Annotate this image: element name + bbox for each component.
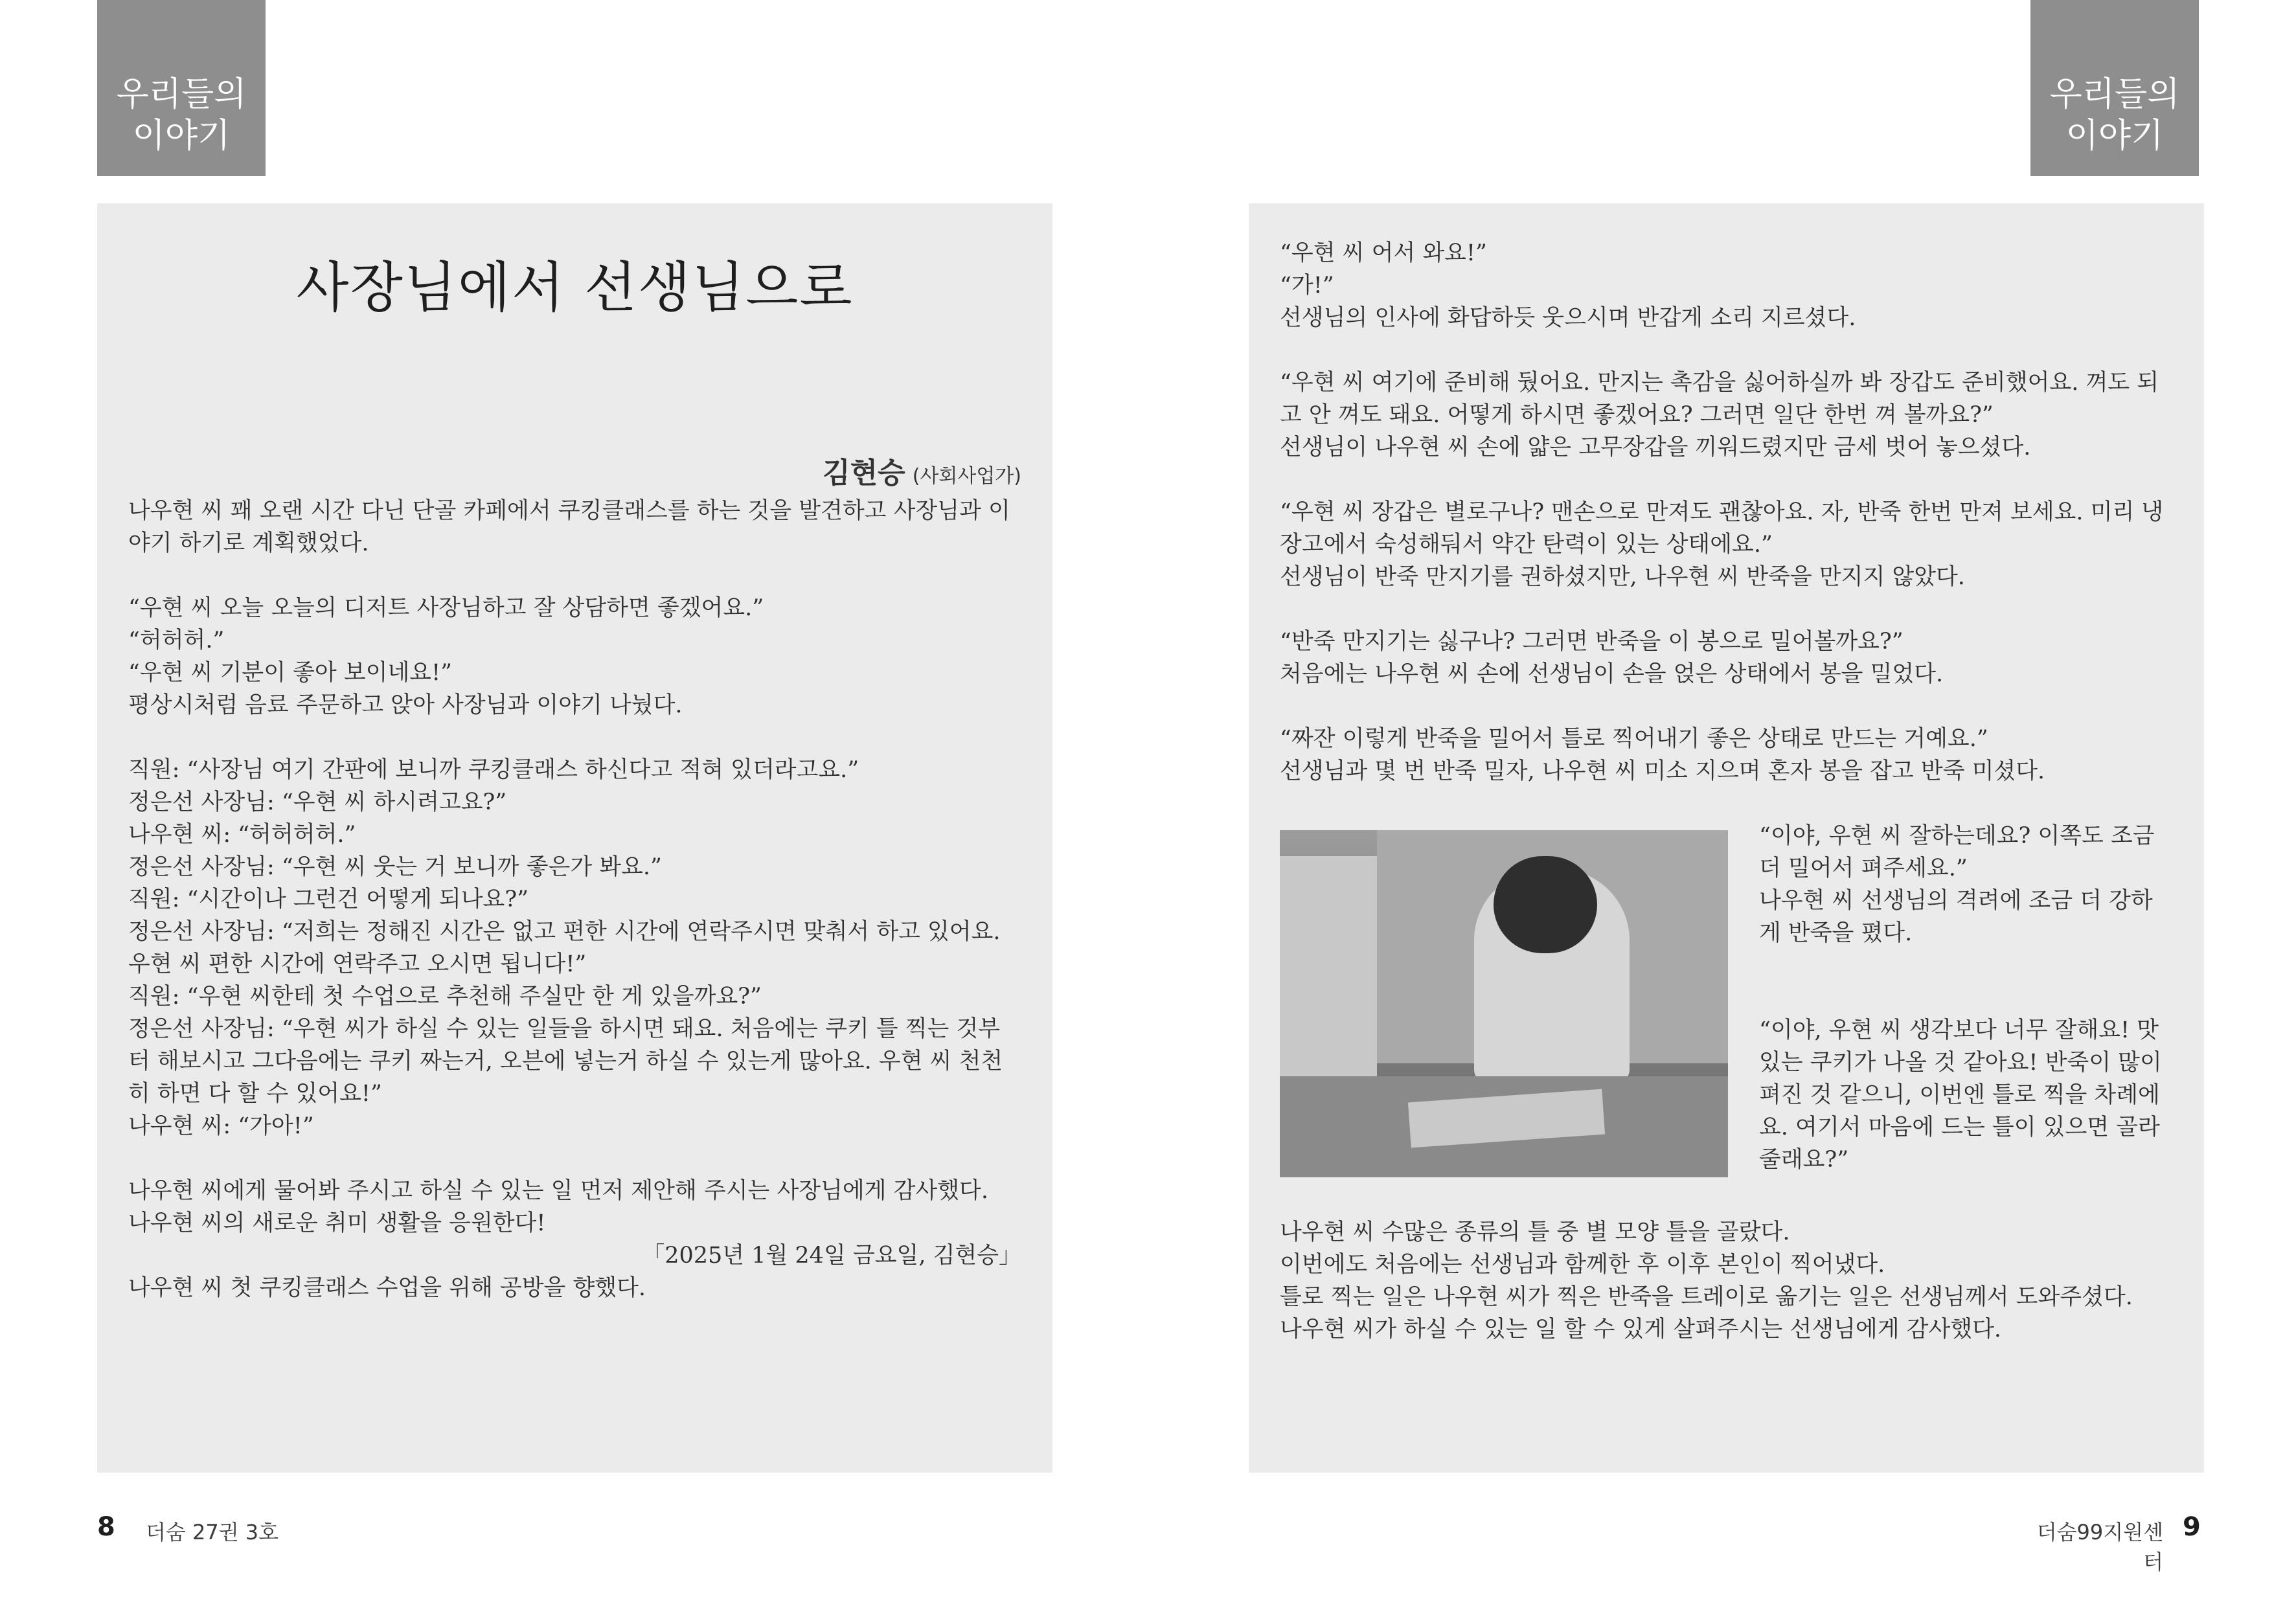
paragraph: 이번에도 처음에는 선생님과 함께한 후 이후 본인이 찍어냈다. xyxy=(1280,1252,1885,1278)
section-tab-line2: 이야기 xyxy=(132,117,231,155)
paragraph: 처음에는 나우현 씨 손에 선생님이 손을 얹은 상태에서 봉을 밀었다. xyxy=(1280,661,1944,687)
paragraph: 나우현 씨에게 물어봐 주시고 하실 수 있는 일 먼저 제안해 주시는 사장님에게 감사했다. xyxy=(128,1178,988,1204)
paragraph: 평상시처럼 음료 주문하고 앉아 사장님과 이야기 나눴다. xyxy=(128,692,683,718)
paragraph: 나우현 씨가 하실 수 있는 일 할 수 있게 살펴주시는 선생님에게 감사했다. xyxy=(1280,1317,2001,1342)
paragraph: 나우현 씨 꽤 오랜 시간 다닌 단골 카페에서 쿠킹클래스를 하는 것을 발견하고 사장님과 이야기 하기로 계획했었다. xyxy=(128,498,1010,556)
paragraph: “우현 씨 여기에 준비해 뒀어요. 만지는 촉감을 싫어하실까 봐 장갑도 준비했어요. 껴도 되고 안 껴도 돼요. 어떻게 하시면 좋겠어요? 그러면 일단 한번 껴 볼까요?” xyxy=(1280,370,2159,428)
paragraph-gap xyxy=(128,560,1021,592)
paragraph: “이야, 우현 씨 생각보다 너무 잘해요! 맛있는 쿠키가 나올 것 같아요! 반죽이 많이 펴진 것 같으니, 이번엔 틀로 찍을 차례에요. 여기서 마음에 드는 틀이 있으면 골라줄래요?” xyxy=(1759,1017,2162,1173)
paragraph: 정은선 사장님: “우현 씨가 하실 수 있는 일들을 하시면 돼요. 처음에는 쿠키 틀 찍는 것부터 해보시고 그다음에는 쿠키 짜는거, 오븐에 넣는거 하실 수 있는게 많아요. 우현 씨 천천히 하면 다 할 수 있어요!” xyxy=(128,1016,1003,1107)
section-tab-line1: 우리들의 xyxy=(2049,75,2180,114)
left-page-number: 8 xyxy=(97,1512,115,1542)
paragraph: 직원: “우현 씨한테 첫 수업으로 추천해 주실만 한 게 있을까요?” xyxy=(128,984,762,1010)
date-signature: 「2025년 1월 24일 금요일, 김현승」 xyxy=(642,1243,1021,1269)
paragraph-gap xyxy=(1280,593,2173,626)
paragraph: “허허허.” xyxy=(128,628,225,653)
paragraph: 직원: “시간이나 그런건 어떻게 되나요?” xyxy=(128,887,529,912)
paragraph: 나우현 씨: “허허허허.” xyxy=(128,822,356,848)
right-footer-label: 더숨99지원센터 xyxy=(2036,1520,2163,1574)
paragraph: “이야, 우현 씨 잘하는데요? 이쪽도 조금 더 밀어서 펴주세요.” xyxy=(1759,823,2155,881)
paragraph: “우현 씨 기분이 좋아 보이네요!” xyxy=(128,660,453,686)
photo-window xyxy=(1280,856,1377,1102)
left-footer-label: 더숨 27권 3호 xyxy=(146,1520,279,1544)
paragraph: 선생님의 인사에 화답하듯 웃으시며 반갑게 소리 지르셨다. xyxy=(1280,305,1856,331)
paragraph-gap xyxy=(1280,464,2173,496)
paragraph: 정은선 사장님: “우현 씨 웃는 거 보니까 좋은가 봐요.” xyxy=(128,854,662,880)
section-tab-line1: 우리들의 xyxy=(116,75,247,114)
section-tab-line2: 이야기 xyxy=(2065,117,2164,155)
section-tab-right xyxy=(2030,0,2199,176)
right-page-number: 9 xyxy=(2183,1512,2201,1542)
left-page-panel xyxy=(97,203,1052,1473)
paragraph-gap xyxy=(1759,982,2173,1014)
paragraph-gap xyxy=(128,721,1021,754)
paragraph: 선생님이 나우현 씨 손에 얇은 고무장갑을 끼워드렸지만 금세 벗어 놓으셨다. xyxy=(1280,435,2031,460)
paragraph-gap xyxy=(1759,949,2173,982)
paragraph: 틀로 찍는 일은 나우현 씨가 찍은 반죽을 트레이로 옮기는 일은 선생님께서 도와주셨다. xyxy=(1280,1284,2133,1310)
paragraph: “우현 씨 장갑은 별로구나? 맨손으로 만져도 괜찮아요. 자, 반죽 한번 만져 보세요. 미리 냉장고에서 숙성해둬서 약간 탄력이 있는 상태에요.” xyxy=(1280,499,2164,558)
right-page-panel xyxy=(1249,203,2204,1473)
right-body xyxy=(1280,237,2173,1346)
paragraph: “짜잔 이렇게 반죽을 밀어서 틀로 찍어내기 좋은 상태로 만드는 거예요.” xyxy=(1280,726,1988,752)
author-name: 김현승 xyxy=(823,457,905,490)
paragraph: 정은선 사장님: “우현 씨 하시려고요?” xyxy=(128,789,507,815)
paragraph: 나우현 씨: “가아!” xyxy=(128,1113,314,1139)
cooking-class-photo xyxy=(1280,830,1728,1177)
author-role: (사회사업가) xyxy=(912,465,1021,488)
figure-caption-text xyxy=(1728,820,2173,1177)
paragraph: “우현 씨 어서 와요!” xyxy=(1280,240,1487,266)
closing-block xyxy=(1280,1216,2173,1346)
left-body xyxy=(128,495,1021,1304)
paragraph: “반죽 만지기는 싫구나? 그러면 반죽을 이 봉으로 밀어볼까요?” xyxy=(1280,629,1904,655)
author-line xyxy=(128,449,1021,495)
article-title: 사장님에서 선생님으로 xyxy=(296,256,854,319)
paragraph-gap xyxy=(1280,334,2173,367)
paragraph: “우현 씨 오늘 오늘의 디저트 사장님하고 잘 상담하면 좋겠어요.” xyxy=(128,595,764,621)
paragraph: 나우현 씨 첫 쿠킹클래스 수업을 위해 공방을 향했다. xyxy=(128,1275,646,1301)
section-tab-left xyxy=(97,0,266,176)
paragraph-gap xyxy=(1280,690,2173,723)
paragraph: “가!” xyxy=(1280,273,1334,299)
paragraph-gap xyxy=(128,1142,1021,1175)
paragraph: 선생님과 몇 번 반죽 밀자, 나우현 씨 미소 지으며 혼자 봉을 잡고 반죽 미셨다. xyxy=(1280,758,2045,784)
paragraph: 선생님이 반죽 만지기를 권하셨지만, 나우현 씨 반죽을 만지지 않았다. xyxy=(1280,564,1965,590)
figure-row xyxy=(1280,820,2173,1177)
paragraph: 나우현 씨 선생님의 격려에 조금 더 강하게 반죽을 폈다. xyxy=(1759,888,2153,946)
paragraph: 정은선 사장님: “저희는 정해진 시간은 없고 편한 시간에 연락주시면 맞춰서 하고 있어요. 우현 씨 편한 시간에 연락주고 오시면 됩니다!” xyxy=(128,919,1001,977)
paragraph: 나우현 씨 수많은 종류의 틀 중 별 모양 틀을 골랐다. xyxy=(1280,1219,1790,1245)
paragraph: 나우현 씨의 새로운 취미 생활을 응원한다! xyxy=(128,1210,546,1236)
paragraph: 직원: “사장님 여기 간판에 보니까 쿠킹클래스 하신다고 적혀 있더라고요.” xyxy=(128,757,859,783)
photo-teacher-hair xyxy=(1494,856,1597,953)
